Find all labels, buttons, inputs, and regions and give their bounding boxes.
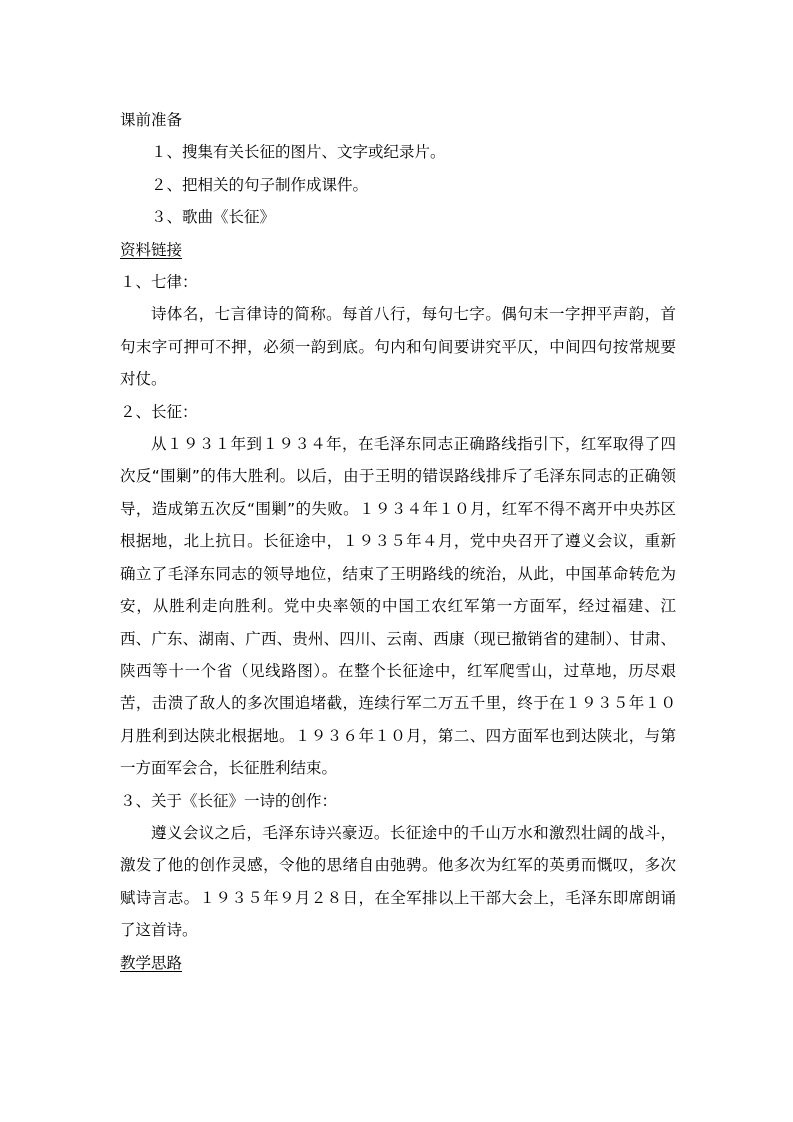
section-body-poem-creation: 遵义会议之后，毛泽东诗兴豪迈。长征途中的千山万水和激烈壮阔的战斗，激发了他的创作灵感，令他的思绪自由弛骋。他多次为红军的英勇而慨叹，多次赋诗言志。１９３５年９月２８日，在全军排以上干部大会上，毛泽东即席朗诵了这首诗。	[120, 823, 676, 940]
section-title-changzheng: ２、长征：	[120, 402, 198, 421]
preparation-heading: 课前准备	[120, 111, 183, 129]
teaching-heading: 教学思路	[120, 953, 183, 972]
section-body-changzheng: 从１９３１年到１９３４年，在毛泽东同志正确路线指引下，红军取得了四次反“围剿”的伟大胜利。以后，由于王明的错误路线排斥了毛泽东同志的正确领导，造成第五次反“围剿”的失败。１９３４年１０月，红军不得不离开中央苏区根据地，北上抗日。长征途中，１９３５年４月，党中央召开了遵义会议，重新确立了毛泽东同志的领导地位，结束了王明路线的统治，从此，中国革命转危为安，从胜利走向胜利。党中央率领的中国工农红军第一方面军，经过福建、江西、广东、湖南、广西、贵州、四川、云南、西康（现已撤销省的建制）、甘肃、陕西等十一个省（见线路图）。在整个长征途中，红军爬雪山，过草地，历尽艰苦，击溃了敌人的多次围追堵截，连续行军二万五千里，终于在１９３５年１０月胜利到达陕北根据地。１９３６年１０月，第二、四方面军也到达陕北，与第一方面军会合，长征胜利结束。	[120, 435, 676, 778]
section-title-qilv: １、七律：	[120, 273, 198, 292]
resources-heading: 资料链接	[120, 240, 183, 259]
preparation-item-3: ３、歌曲《长征》	[151, 208, 276, 227]
document-body	[120, 104, 676, 979]
section-title-poem-creation: ３、关于《长征》一诗的创作：	[120, 791, 338, 810]
section-body-qilv: 诗体名，七言律诗的简称。每首八行，每句七字。偶句末一字押平声韵，首句末字可押可不押，必须一韵到底。句内和句间要讲究平仄，中间四句按常规要对仗。	[120, 305, 676, 389]
preparation-item-2: ２、把相关的句子制作成课件。	[151, 175, 369, 194]
preparation-item-1: １、搜集有关长征的图片、文字或纪录片。	[151, 143, 446, 162]
